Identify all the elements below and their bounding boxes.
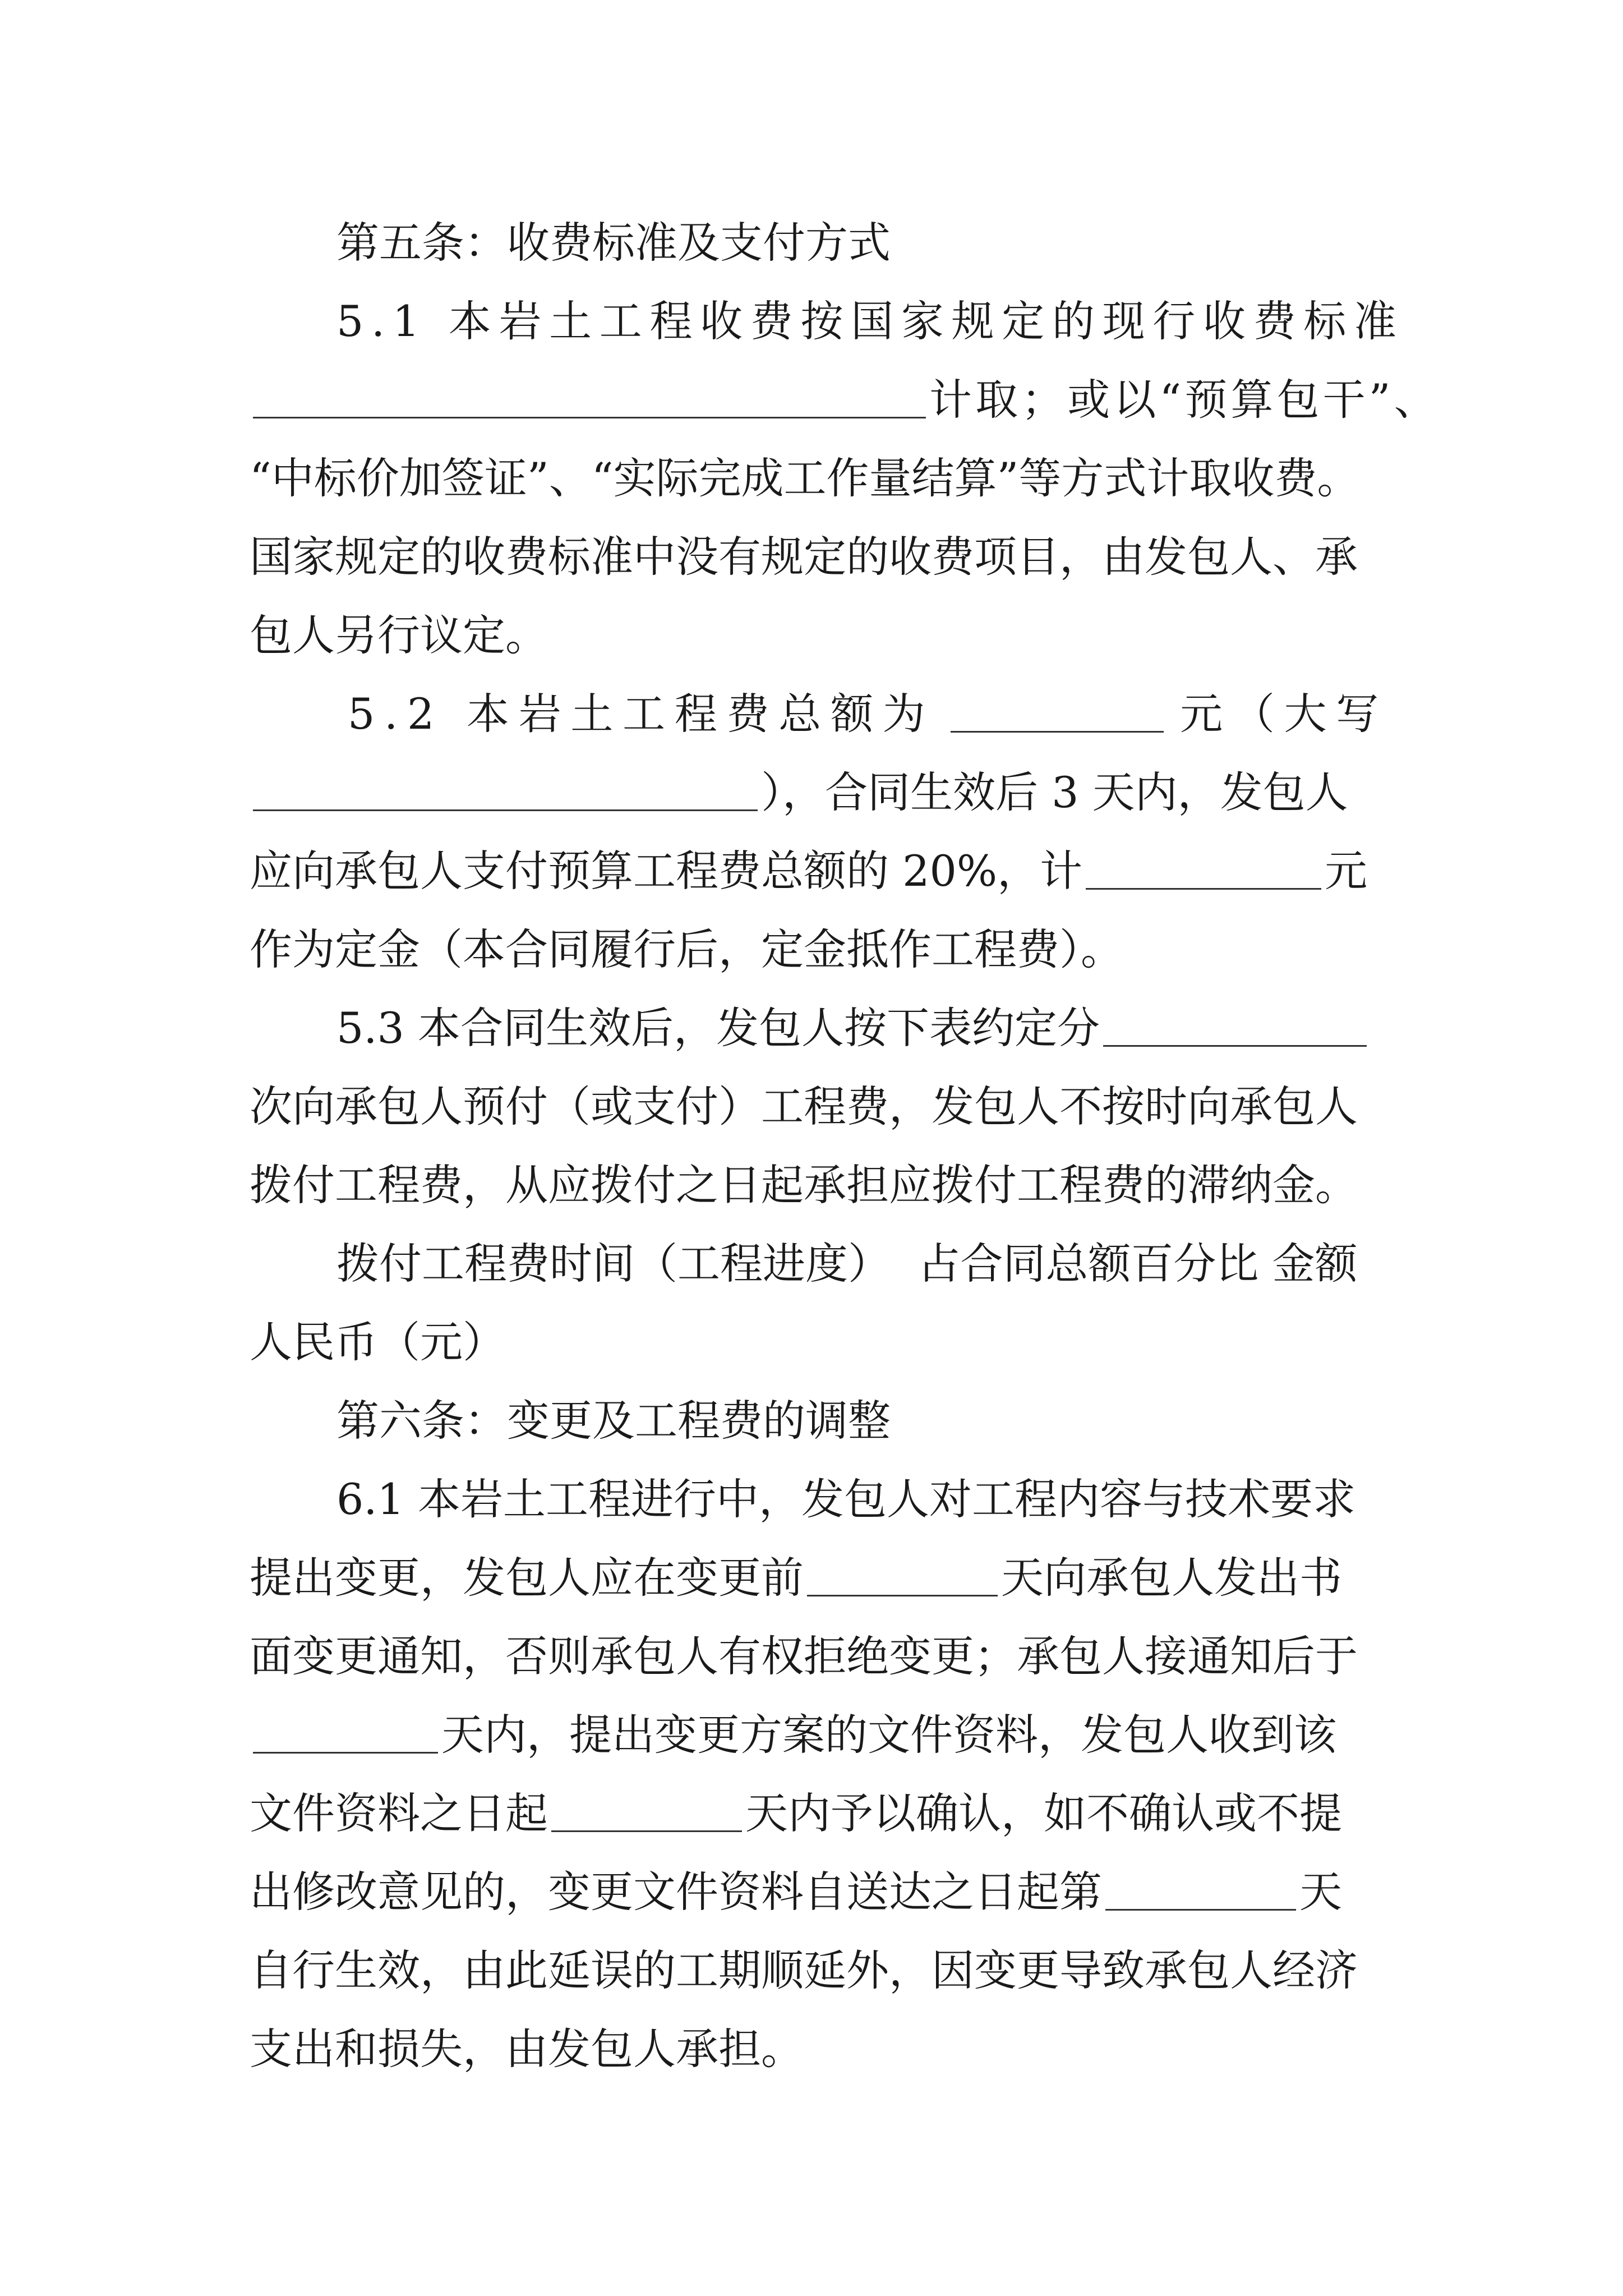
clause-5-2-line-3: [250, 840, 1388, 902]
clause-5-1-line-5: [250, 605, 1388, 666]
clause-5-3-line-1: [336, 997, 1388, 1059]
clause-6-1-line-7: [250, 1940, 1388, 2001]
clause-text: 包人另行议定。: [250, 610, 548, 660]
clause-text: 5.3 本合同生效后，发包人按下表约定分: [336, 1003, 1100, 1053]
clause-text: “中标价加签证”、“实际完成工作量结算”等方式计取收费。: [250, 453, 1360, 503]
clause-5-1-line-1: [336, 291, 1404, 352]
fill-in-blank[interactable]: [1103, 1010, 1367, 1047]
clause-5-3-line-3: [250, 1154, 1388, 1216]
clause-text: 计取；或以“预算包干”、: [929, 375, 1440, 425]
clause-text: 支出和损失，由发包人承担。: [250, 2024, 804, 2074]
clause-text: ），合同生效后 3 天内，发包人: [761, 767, 1348, 817]
payment-table-header: [336, 1233, 1388, 1295]
clause-5-1-line-2: [250, 369, 1440, 431]
clause-text: 作为定金（本合同履行后，定金抵作工程费）。: [250, 924, 1123, 974]
clause-6-1-line-4: [250, 1704, 1388, 1766]
clause-text: 天向承包人发出书: [1001, 1553, 1342, 1603]
clause-6-1-line-8: [250, 2018, 1388, 2080]
fill-in-blank[interactable]: [253, 382, 926, 418]
clause-text: 天内予以确认，如不确认或不提: [745, 1788, 1342, 1838]
clause-5-1-line-3: [250, 448, 1388, 509]
clause-6-1-line-3: [250, 1626, 1388, 1687]
clause-text: 天内，提出变更方案的文件资料，发包人收到该: [441, 1710, 1336, 1760]
clause-text: 文件资料之日起: [250, 1788, 548, 1838]
clause-6-1-line-5: [250, 1783, 1388, 1844]
table-header-text: 拨付工程费时间（工程进度） 占合同总额百分比 金额: [336, 1239, 1358, 1289]
clause-text: 5.2 本岩土工程费总额为: [348, 689, 935, 739]
clause-text: 6.1 本岩土工程进行中，发包人对工程内容与技术要求: [336, 1474, 1356, 1524]
fill-in-blank[interactable]: [807, 1560, 998, 1596]
article-6-heading: [336, 1390, 1388, 1452]
heading-text: 第五条：收费标准及支付方式: [336, 218, 891, 268]
table-header-text: 人民币（元）: [250, 1317, 505, 1367]
clause-text: 提出变更，发包人应在变更前: [250, 1553, 804, 1603]
clause-text: 元（大写: [1180, 689, 1388, 739]
fill-in-blank[interactable]: [551, 1796, 742, 1832]
fill-in-blank[interactable]: [253, 775, 758, 811]
clause-5-2-line-4: [250, 919, 1388, 981]
clause-5-2-line-2: [250, 762, 1388, 823]
clause-text: 自行生效，由此延误的工期顺延外，因变更导致承包人经济: [250, 1945, 1358, 1995]
clause-text: 面变更通知，否则承包人有权拒绝变更；承包人接通知后于: [250, 1631, 1358, 1681]
clause-5-3-line-2: [250, 1076, 1388, 1138]
fill-in-blank[interactable]: [951, 696, 1164, 733]
clause-text: 天: [1299, 1867, 1342, 1917]
clause-5-2-line-1: [348, 683, 1388, 745]
clause-text: 拨付工程费，从应拨付之日起承担应拨付工程费的滞纳金。: [250, 1160, 1358, 1210]
clause-5-1-line-4: [250, 526, 1388, 588]
clause-6-1-line-6: [250, 1861, 1388, 1923]
clause-text: 5.1 本岩土工程收费按国家规定的现行收费标准: [336, 296, 1404, 346]
payment-table-header-cont: [250, 1312, 1388, 1373]
article-5-heading: [336, 212, 1388, 274]
fill-in-blank[interactable]: [253, 1717, 438, 1754]
clause-6-1-line-1: [336, 1469, 1388, 1530]
fill-in-blank[interactable]: [1086, 853, 1321, 890]
clause-text: 元: [1325, 846, 1368, 896]
fill-in-blank[interactable]: [1105, 1874, 1296, 1911]
clause-text: 出修改意见的，变更文件资料自送达之日起第: [250, 1867, 1102, 1917]
clause-6-1-line-2: [250, 1547, 1388, 1609]
clause-text: 国家规定的收费标准中没有规定的收费项目，由发包人、承: [250, 532, 1358, 582]
clause-text: 次向承包人预付（或支付）工程费，发包人不按时向承包人: [250, 1082, 1358, 1131]
heading-text: 第六条：变更及工程费的调整: [336, 1396, 891, 1446]
clause-text: 应向承包人支付预算工程费总额的 20%，计: [250, 846, 1083, 896]
